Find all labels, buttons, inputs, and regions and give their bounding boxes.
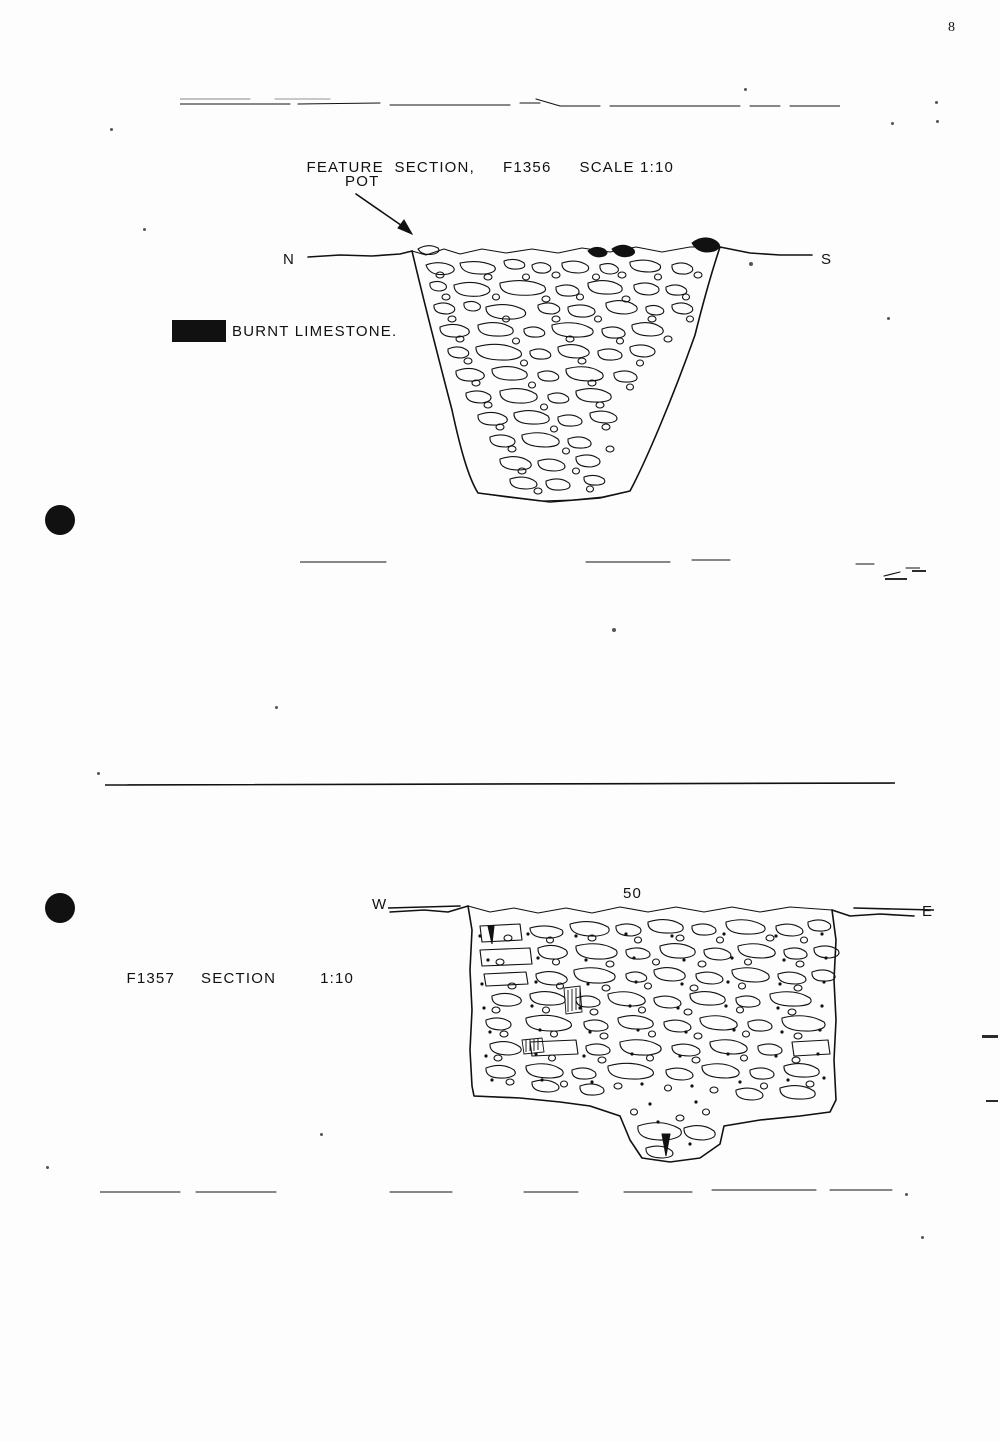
figure-f1357-id: F1357 [126, 970, 176, 987]
speck [935, 101, 938, 104]
figure-f1357-measurement: 50 [623, 885, 643, 902]
section-divider [105, 782, 895, 788]
figure-f1356-scale: SCALE 1:10 [579, 159, 675, 176]
figure-f1356-pot-annotation: POT [345, 173, 380, 190]
speck [744, 88, 747, 91]
speck [936, 120, 939, 123]
speck [320, 1133, 323, 1136]
figure-f1356-orientation-south: S [821, 251, 833, 268]
scan-artifact-right-2 [986, 1100, 998, 1102]
speck [97, 772, 100, 775]
legend-label-burnt-limestone: BURNT LIMESTONE. [232, 322, 398, 340]
speck [46, 1166, 49, 1169]
scan-artifact-right-3 [885, 578, 907, 580]
figure-f1357-drawing [380, 890, 920, 1170]
figure-f1357-caption: SECTION [201, 970, 277, 987]
figure-f1357-title [105, 953, 354, 1004]
scan-artifact-top [180, 95, 840, 109]
legend-swatch-burnt-limestone [172, 320, 226, 342]
page-number: 8 [948, 20, 955, 35]
scan-artifact-mid [300, 558, 920, 584]
speck [143, 228, 146, 231]
figure-f1357-orientation-west: W [372, 896, 388, 913]
scan-artifact-right [982, 1035, 998, 1038]
punch-hole-top [45, 505, 75, 535]
punch-hole-bottom [45, 893, 75, 923]
speck [612, 628, 616, 632]
figure-f1356-drawing [300, 225, 820, 525]
figure-f1357-scale: 1:10 [320, 970, 355, 987]
speck [891, 122, 894, 125]
speck [110, 128, 113, 131]
figure-f1356-orientation-north: N [283, 251, 296, 268]
scan-artifact-bottom [100, 1186, 920, 1200]
scan-artifact-right-4 [912, 570, 926, 572]
figure-f1356-id: F1356 [502, 159, 552, 176]
speck [275, 706, 278, 709]
speck [887, 317, 890, 320]
figure-f1357-orientation-east: E [922, 903, 934, 920]
figure-f1356-title [285, 142, 674, 193]
figure-f1357-ground-line [388, 900, 934, 918]
speck [921, 1236, 924, 1239]
figure-f1356-caption: FEATURE SECTION, [306, 159, 475, 176]
